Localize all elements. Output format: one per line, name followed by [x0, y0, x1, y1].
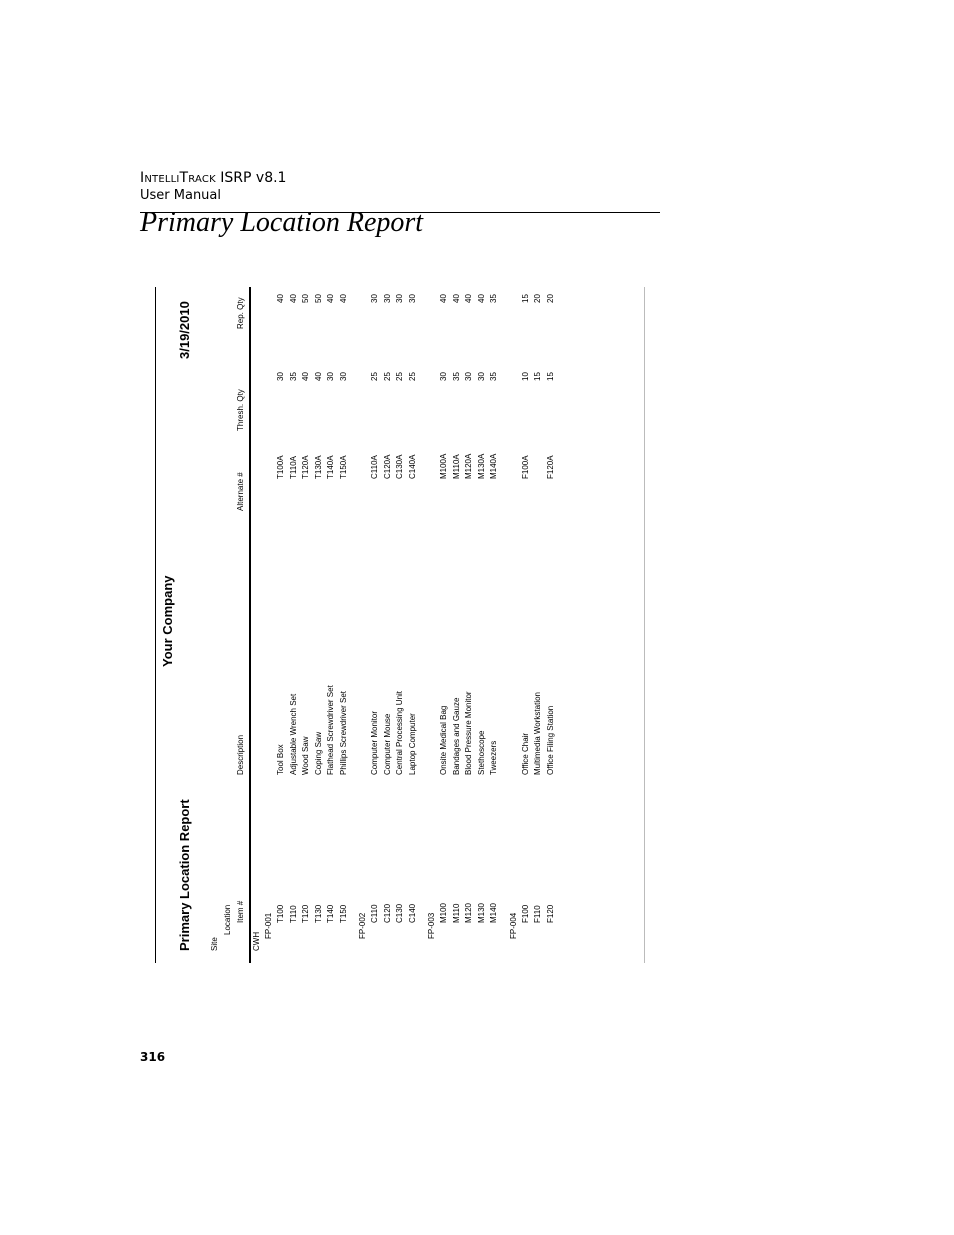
replenish-qty: 30	[370, 294, 379, 303]
threshold-qty: 35	[451, 372, 461, 381]
threshold-qty: 10	[520, 372, 530, 381]
alternate-number: C110A	[370, 455, 379, 479]
label-item: Item #	[236, 900, 245, 923]
item-description: Office Filing Station	[545, 705, 555, 775]
item-number: F110	[533, 905, 542, 923]
item-description: Onsite Medical Bag	[439, 705, 448, 775]
alternate-number: C130A	[395, 454, 404, 479]
item-description: Laptop Computer	[407, 713, 417, 775]
label-site: Site	[210, 937, 219, 951]
replenish-qty: 35	[489, 294, 498, 303]
label-thresh: Thresh. Qty	[236, 389, 245, 431]
alternate-number: C140A	[407, 454, 417, 479]
alternate-number: T140A	[326, 455, 335, 479]
alternate-number: C120A	[382, 454, 392, 479]
item-number: T130	[313, 904, 323, 923]
report-frame	[155, 287, 645, 963]
threshold-qty: 30	[276, 372, 285, 381]
replenish-qty: 40	[276, 294, 285, 303]
item-number: T110	[288, 905, 298, 923]
location-code: FP-001	[264, 912, 273, 939]
threshold-qty: 25	[382, 372, 392, 381]
replenish-qty: 30	[382, 294, 392, 303]
alternate-number: M140A	[489, 453, 498, 479]
replenish-qty: 40	[451, 294, 461, 303]
item-description: Central Processing Unit	[395, 690, 404, 775]
item-number: C110	[370, 904, 379, 923]
replenish-qty: 50	[313, 294, 323, 303]
item-number: F120	[545, 904, 555, 923]
replenish-qty: 40	[439, 294, 448, 303]
item-description: Phillips Screwdriver Set	[338, 690, 348, 775]
item-description: Adjustable Wrench Set	[288, 693, 298, 775]
report-date: 3/19/2010	[177, 301, 192, 359]
report-title: Primary Location Report	[177, 799, 192, 951]
report-company: Your Company	[160, 575, 175, 667]
threshold-qty: 30	[338, 372, 348, 381]
label-alternate: Alternate #	[236, 472, 245, 511]
site-name: CWH	[252, 931, 261, 951]
threshold-qty: 30	[326, 372, 335, 381]
replenish-qty: 20	[533, 294, 542, 303]
replenish-qty: 30	[407, 294, 417, 303]
item-number: C130	[395, 903, 404, 923]
location-code: FP-003	[427, 912, 436, 939]
item-description: Stethoscope	[476, 730, 486, 775]
threshold-qty: 25	[395, 372, 404, 381]
item-number: T140	[326, 904, 335, 923]
alternate-number: F100A	[520, 455, 530, 479]
alternate-number: F120A	[545, 455, 555, 479]
alternate-number: T120A	[301, 455, 310, 479]
threshold-qty: 25	[370, 372, 379, 381]
threshold-qty: 35	[489, 372, 498, 381]
alternate-number: M120A	[464, 453, 473, 479]
replenish-qty: 40	[326, 294, 335, 303]
threshold-qty: 40	[301, 372, 310, 381]
page-title: Primary Location Report	[140, 207, 424, 238]
item-description: Bandages and Gauze	[451, 697, 461, 775]
item-number: M110	[451, 903, 461, 923]
threshold-qty: 30	[476, 372, 486, 381]
threshold-qty: 30	[439, 372, 448, 381]
replenish-qty: 40	[476, 294, 486, 303]
item-description: Blood Pressure Monitor	[464, 691, 473, 775]
threshold-qty: 15	[533, 372, 542, 381]
threshold-qty: 40	[313, 372, 323, 381]
item-number: C140	[407, 903, 417, 923]
item-description: Tool Box	[276, 744, 285, 775]
item-number: M130	[476, 902, 486, 923]
threshold-qty: 15	[545, 372, 555, 381]
item-number: M140	[489, 902, 498, 923]
item-description: Multimedia Workstation	[533, 692, 542, 775]
location-code: FP-004	[508, 912, 518, 939]
alternate-number: T150A	[338, 455, 348, 479]
page-number: 316	[140, 1050, 166, 1064]
manual-subtitle: User Manual	[140, 188, 222, 203]
item-description: Wood Saw	[301, 736, 310, 775]
replenish-qty: 15	[520, 294, 530, 303]
label-location: Location	[223, 904, 232, 935]
alternate-number: M110A	[451, 454, 461, 479]
item-description: Office Chair	[520, 732, 530, 775]
item-description: Tweezers	[489, 740, 498, 775]
item-number: T150	[338, 904, 348, 923]
item-number: M100	[439, 902, 448, 923]
item-number: F100	[520, 904, 530, 923]
replenish-qty: 20	[545, 294, 555, 303]
threshold-qty: 25	[407, 372, 417, 381]
item-description: Computer Mouse	[382, 713, 392, 775]
item-description: Flathead Screwdriver Set	[326, 685, 335, 775]
item-description: Coping Saw	[313, 731, 323, 775]
alternate-number: T100A	[276, 455, 285, 479]
item-number: C120	[382, 903, 392, 923]
alternate-number: T110A	[288, 456, 298, 479]
column-header-rule	[249, 287, 251, 963]
item-description: Computer Monitor	[370, 710, 379, 775]
replenish-qty: 50	[301, 294, 310, 303]
alternate-number: M130A	[476, 453, 486, 479]
alternate-number: M100A	[439, 453, 448, 479]
threshold-qty: 30	[464, 372, 473, 381]
location-code: FP-002	[358, 912, 367, 939]
replenish-qty: 40	[288, 294, 298, 303]
label-rep: Rep. Qty	[236, 297, 245, 329]
replenish-qty: 30	[395, 294, 404, 303]
item-number: T100	[276, 904, 285, 923]
replenish-qty: 40	[464, 294, 473, 303]
running-header	[140, 170, 286, 204]
item-number: M120	[464, 902, 473, 923]
threshold-qty: 35	[288, 372, 298, 381]
label-description: Description	[236, 734, 245, 775]
item-number: T120	[301, 904, 310, 923]
product-name: IntelliTrack ISRP v8.1	[140, 170, 287, 186]
rotated-report	[155, 287, 645, 963]
alternate-number: T130A	[313, 455, 323, 479]
replenish-qty: 40	[338, 294, 348, 303]
